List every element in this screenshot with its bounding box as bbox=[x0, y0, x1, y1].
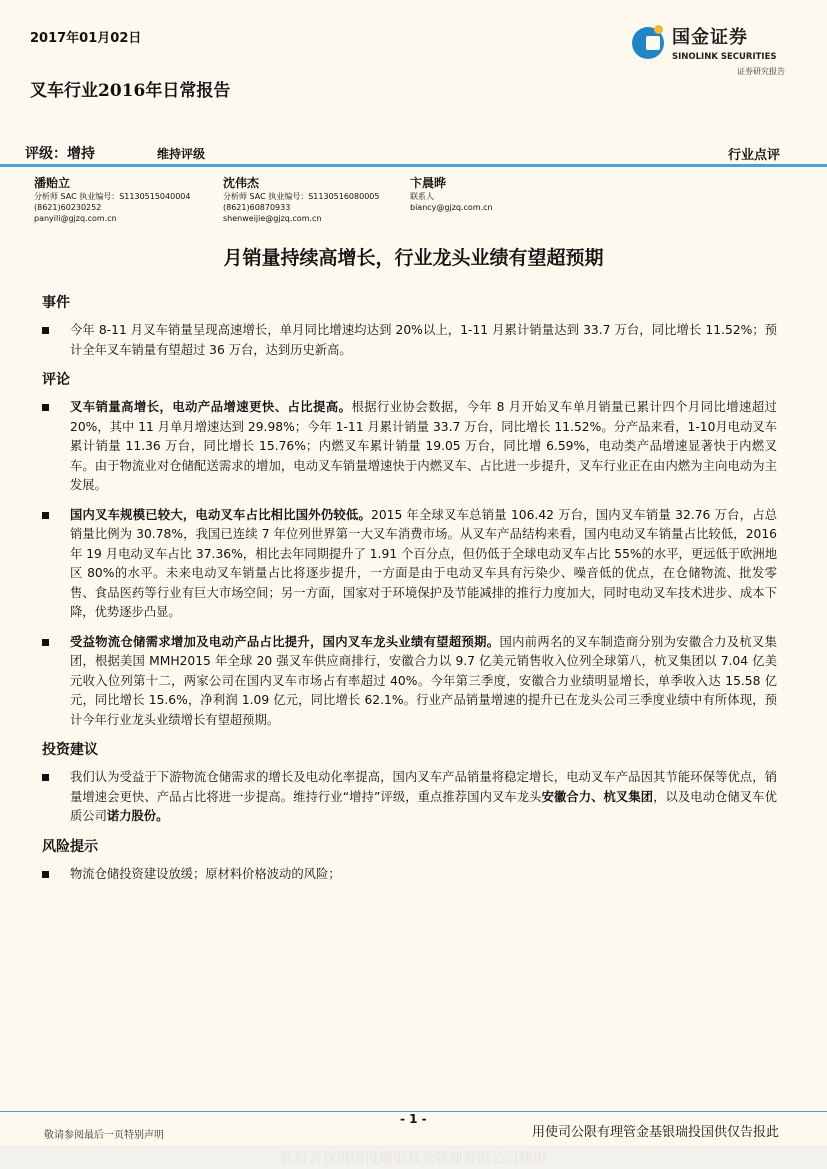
analyst-email[interactable]: shenweijie@gjzq.com.cn bbox=[223, 214, 322, 223]
section-title-investment: 投资建议 bbox=[42, 742, 98, 758]
analyst-email[interactable]: panyili@gjzq.com.cn bbox=[34, 214, 117, 223]
analyst-name: 沈伟杰 bbox=[223, 176, 260, 190]
rating-action: 维持评级 bbox=[157, 147, 206, 161]
headline: 月销量持续高增长，行业龙头业绩有望超预期 bbox=[223, 247, 604, 269]
comment-item bbox=[42, 506, 777, 623]
event-text: 今年 8-11 月叉车销量呈现高速增长，单月同比增速均达到 20%以上，1-11 月累计销量达到 33.7 万台，同比增长 11.52%；预计全年叉车销量有望超过 36 万台，达到历史新高。 bbox=[70, 323, 777, 357]
page-number: - 1 - bbox=[400, 1112, 427, 1126]
analyst-block bbox=[410, 176, 493, 213]
comment-text: 根据行业协会数据，今年 8 月开始叉车单月销量已累计四个月同比增速超过 20%，其中 11 月单月增速达到 29.98%；今年 1-11 月累计销量 33.7 万台，同比增长 11.52%。分产品来看，1-10月电动叉车累计销量 11.36 万台，同比增长 15.76%；内燃叉车累计销量 19.05 万台，同比增 6.59%，电动类产品增速显著快于内燃叉车。由于物流业对仓储配送需求的增加，电动叉车销量增速快于内燃叉车、占比进一步提升，叉车行业正在由内燃为主向电动为主发展。 bbox=[70, 400, 777, 492]
analyst-block bbox=[223, 176, 379, 224]
usage-note: 用使司公限有理管金基银瑞投国供仅告报此 bbox=[531, 1125, 779, 1140]
section-title-comment: 评论 bbox=[42, 372, 70, 388]
comment-lead: 叉车销量高增长，电动产品增速更快、占比提高。 bbox=[70, 400, 352, 414]
logo-text-en: SINOLINK SECURITIES bbox=[672, 52, 777, 62]
bullet-icon bbox=[42, 327, 49, 334]
logo-dot-icon bbox=[654, 25, 663, 34]
bullet-icon bbox=[42, 404, 49, 411]
comment-lead: 受益物流仓储需求增加及电动产品占比提升，国内叉车龙头业绩有望超预期。 bbox=[70, 634, 500, 649]
analyst-license: 分析师 SAC 执业编号：S1130515040004 bbox=[34, 192, 191, 201]
analyst-name: 卞晨晔 bbox=[410, 176, 447, 190]
comment-lead: 国内叉车规模已较大，电动叉车占比相比国外仍较低。 bbox=[70, 507, 372, 522]
bullet-icon bbox=[42, 871, 49, 878]
analyst-name: 潘贻立 bbox=[34, 176, 71, 190]
watermark: 此报告仅供国投瑞银基金管理有限公司使用 bbox=[280, 1151, 547, 1167]
report-date: 2017年01月02日 bbox=[30, 31, 142, 46]
analyst-phone: (8621)60870933 bbox=[223, 203, 291, 212]
report-category: 行业点评 bbox=[727, 148, 780, 163]
comment-item bbox=[42, 633, 777, 731]
recommended-stocks: 安徽合力、杭叉集团 bbox=[541, 789, 654, 804]
bullet-icon bbox=[42, 639, 49, 646]
analyst-license: 分析师 SAC 执业编号：S1130516080005 bbox=[223, 192, 380, 201]
comment-text: 国内前两名的叉车制造商分别为安徽合力及杭叉集团，根据美国 MMH2015 年全球 20 强叉车供应商排行，安徽合力以 9.7 亿美元销售收入位列全球第八，杭叉集团以 7.04 亿美元收入位列第十二，两家公司在国内叉车市场占有率超过 40%。今年第三季度，安徽合力业绩明显增长，单季收入达 15.58 亿元，同比增长 15.6%，净利润 1.09 亿元，同比增长 62.1%。行业产品销量增速的提升已在龙头公司三季度业绩中有所体现，预计今年行业龙头业绩增长有望超预期。 bbox=[70, 634, 777, 727]
analyst-email[interactable]: biancy@gjzq.com.cn bbox=[410, 203, 493, 212]
bullet-icon bbox=[42, 774, 49, 781]
investment-item bbox=[42, 768, 777, 827]
header-divider bbox=[0, 164, 827, 167]
analyst-role: 联系人 bbox=[410, 192, 434, 201]
risk-item bbox=[42, 865, 777, 885]
disclaimer-note: 敬请参阅最后一页特别声明 bbox=[44, 1130, 164, 1141]
section-title-event: 事件 bbox=[42, 295, 70, 311]
report-body bbox=[42, 293, 777, 894]
report-title: 叉车行业2016年日常报告 bbox=[30, 81, 231, 101]
sinolink-logo bbox=[630, 25, 790, 65]
investment-text: ，以及电动仓储叉车优质公司 bbox=[70, 789, 777, 823]
recommended-stock: 诺力股份。 bbox=[106, 809, 169, 823]
rating: 评级：增持 bbox=[25, 146, 95, 162]
section-title-risk: 风险提示 bbox=[42, 838, 98, 855]
investment-text: 我们认为受益于下游物流仓储需求的增长及电动化率提高，国内叉车产品销量将稳定增长，电动叉车产品因其节能环保等优点，销量增速会更快、产品占比将进一步提高。维持行业“增持”评级，重点推荐国内叉车龙头 bbox=[70, 770, 777, 804]
comment-text: 2015 年全球叉车总销量 106.42 万台，国内叉车销量 32.76 万台，占总销量比例为 30.78%，我国已连续 7 年位列世界第一大叉车消费市场。从叉车产品结构来看，国内电动叉车销量占比较低，2016 年 19 月电动叉车占比 37.36%，相比去年同期提升了 1.91 个百分点，但仍低于全球电动叉车占比 55%的水平，更远低于欧洲地区 80%的水平。未来电动叉车销量占比将逐步提升，一方面是由于电动叉车具有污染少、噪音低的优点，在仓储物流、批发零售、食品医药等行业有巨大市场空间；另一方面，国家对于环境保护及节能减排的推行力度加大，同时电动叉车技术进步、成本下降，优势逐步凸显。 bbox=[70, 507, 777, 619]
logo-text-cn: 国金证券 bbox=[672, 27, 748, 48]
risk-text: 物流仓储投资建设放缓；原材料价格波动的风险； bbox=[70, 866, 341, 881]
comment-item bbox=[42, 398, 777, 496]
analyst-block bbox=[34, 176, 190, 224]
bullet-icon bbox=[42, 512, 49, 519]
analyst-phone: (8621)60230252 bbox=[34, 203, 102, 212]
event-item bbox=[42, 321, 777, 360]
report-type-label: 证券研究报告 bbox=[737, 67, 785, 76]
